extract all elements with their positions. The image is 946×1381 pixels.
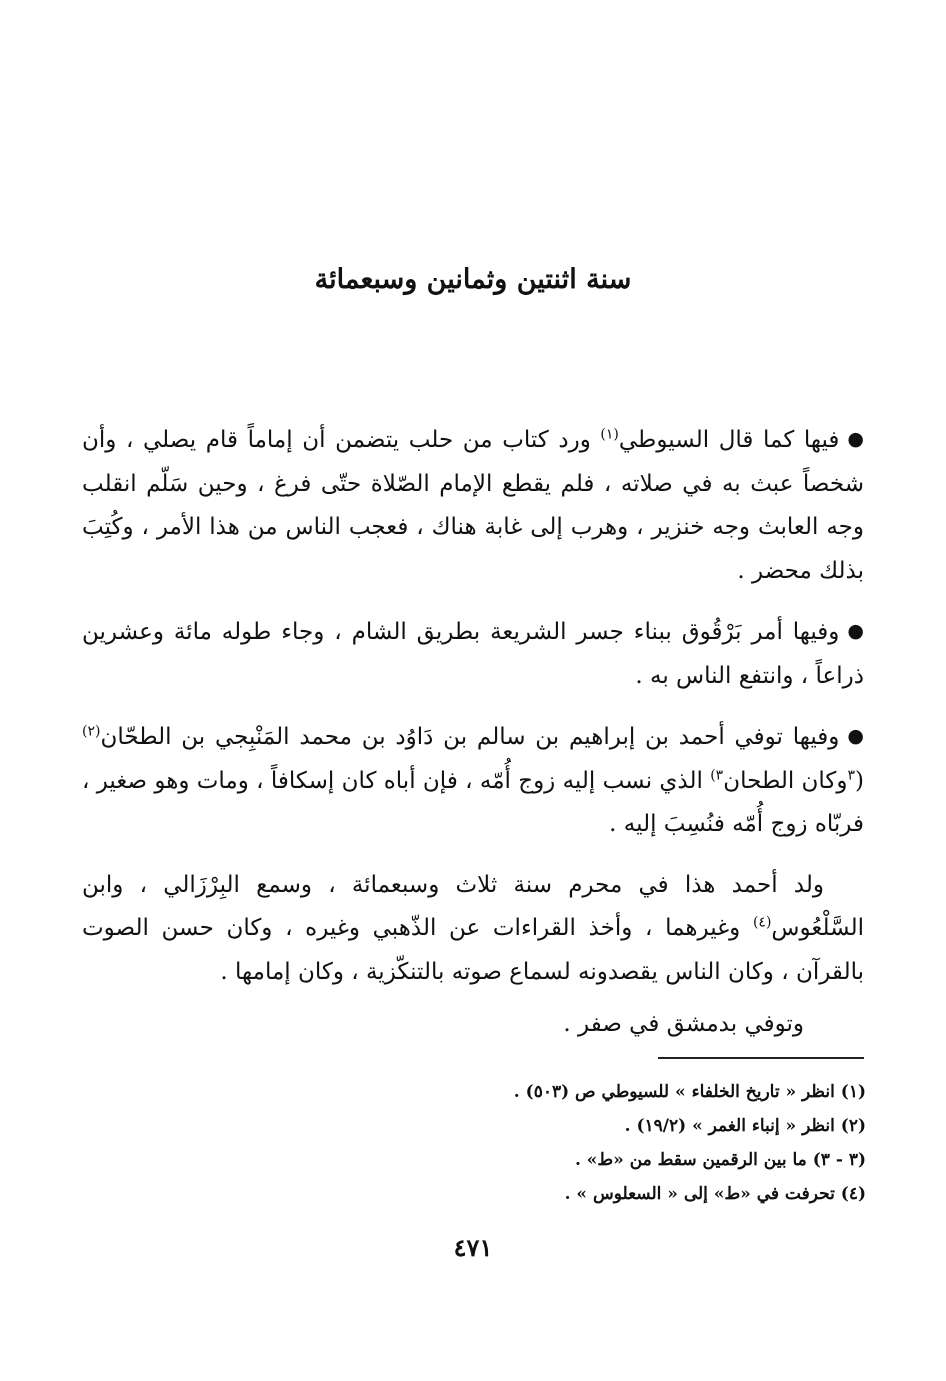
paragraph-4-text-b: وغيرهما ، وأخذ القراءات عن الذّهبي وغيره ، وكان حسن الصوت بالقرآن ، وكان الناس يقصدونه لسماع صوته بالتنكّزية ، وكان إمامها . xyxy=(82,915,864,985)
bullet-icon: ● xyxy=(847,725,864,747)
paragraph-3 xyxy=(82,715,864,847)
footnote-ref-1: (١) xyxy=(600,426,619,443)
footnote-2: (٢) انظر « إنباء الغمر » (١٩/٢) . xyxy=(624,1116,866,1136)
footnote-3: (٣ - ٣) ما بين الرقمين سقط من «ط» . xyxy=(574,1150,866,1170)
main-text xyxy=(82,418,864,1047)
footnote-ref-4: (٤) xyxy=(752,914,772,931)
footnote-ref-3-end: ٣) xyxy=(710,766,724,783)
paragraph-4 xyxy=(82,864,864,995)
paragraph-2-text: وفيها أمر بَرْقُوق ببناء جسر الشريعة بطريق الشام ، وجاء طوله مائة وعشرين ذراعاً ، وانتفع الناس به . xyxy=(82,619,864,689)
footnote-ref-3-start: ٣ xyxy=(847,766,856,783)
paragraph-4-text-a: ولد أحمد هذا في محرم سنة ثلاث وسبعمائة ، وسمع البِرْزَالي ، وابن السَّلْعُوس xyxy=(82,871,864,941)
page-title: سنة اثنتين وثمانين وسبعمائة xyxy=(314,264,632,295)
paragraph-1 xyxy=(82,418,864,593)
paragraph-1-text-a: فيها كما قال السيوطي xyxy=(618,427,840,453)
paragraph-3-text-a: وفيها توفي أحمد بن إبراهيم بن سالم بن دَاوُد بن محمد المَنْبِجي بن الطحّان xyxy=(100,724,840,750)
bullet-icon: ● xyxy=(847,428,864,450)
bullet-icon: ● xyxy=(847,620,864,642)
paragraph-1-text-b: ورد كتاب من حلب يتضمن أن إماماً قام يصلي ، وأن شخصاً عبث به في صلاته ، فلم يقطع الإمام الصّلاة حتّى فرغ ، وحين سَلّم انقلب وجه العابث وجه خنزير ، وهرب إلى غابة هناك ، فعجب الناس من هذا الأمر ، وكُتِبَ بذلك محضر . xyxy=(82,427,864,584)
footnote-4: (٤) تحرفت في «ط» إلى « السعلوس » . xyxy=(564,1184,866,1204)
paragraph-5-text: وتوفي بدمشق في صفر . xyxy=(563,1011,804,1037)
footnote-ref-2: (٢) xyxy=(82,723,101,740)
page-number: ٤٧١ xyxy=(453,1233,493,1262)
footnote-divider xyxy=(658,1057,864,1059)
paragraph-3-text-d: الذي نسب إليه زوج أُمّه ، فإن أباه كان إسكافاً ، ومات وهو صغير ، فربّاه زوج أُمّه فنُسِبَ إليه . xyxy=(82,767,864,837)
paragraph-3-text-c: وكان الطحان xyxy=(723,767,848,794)
footnote-1: (١) انظر « تاريخ الخلفاء » للسيوطي ص (٥٠٣) . xyxy=(513,1082,866,1102)
paragraph-2 xyxy=(82,610,864,698)
footnotes xyxy=(76,1075,866,1211)
paragraph-5 xyxy=(82,1003,864,1047)
paragraph-3-text-b: ( xyxy=(855,767,865,794)
